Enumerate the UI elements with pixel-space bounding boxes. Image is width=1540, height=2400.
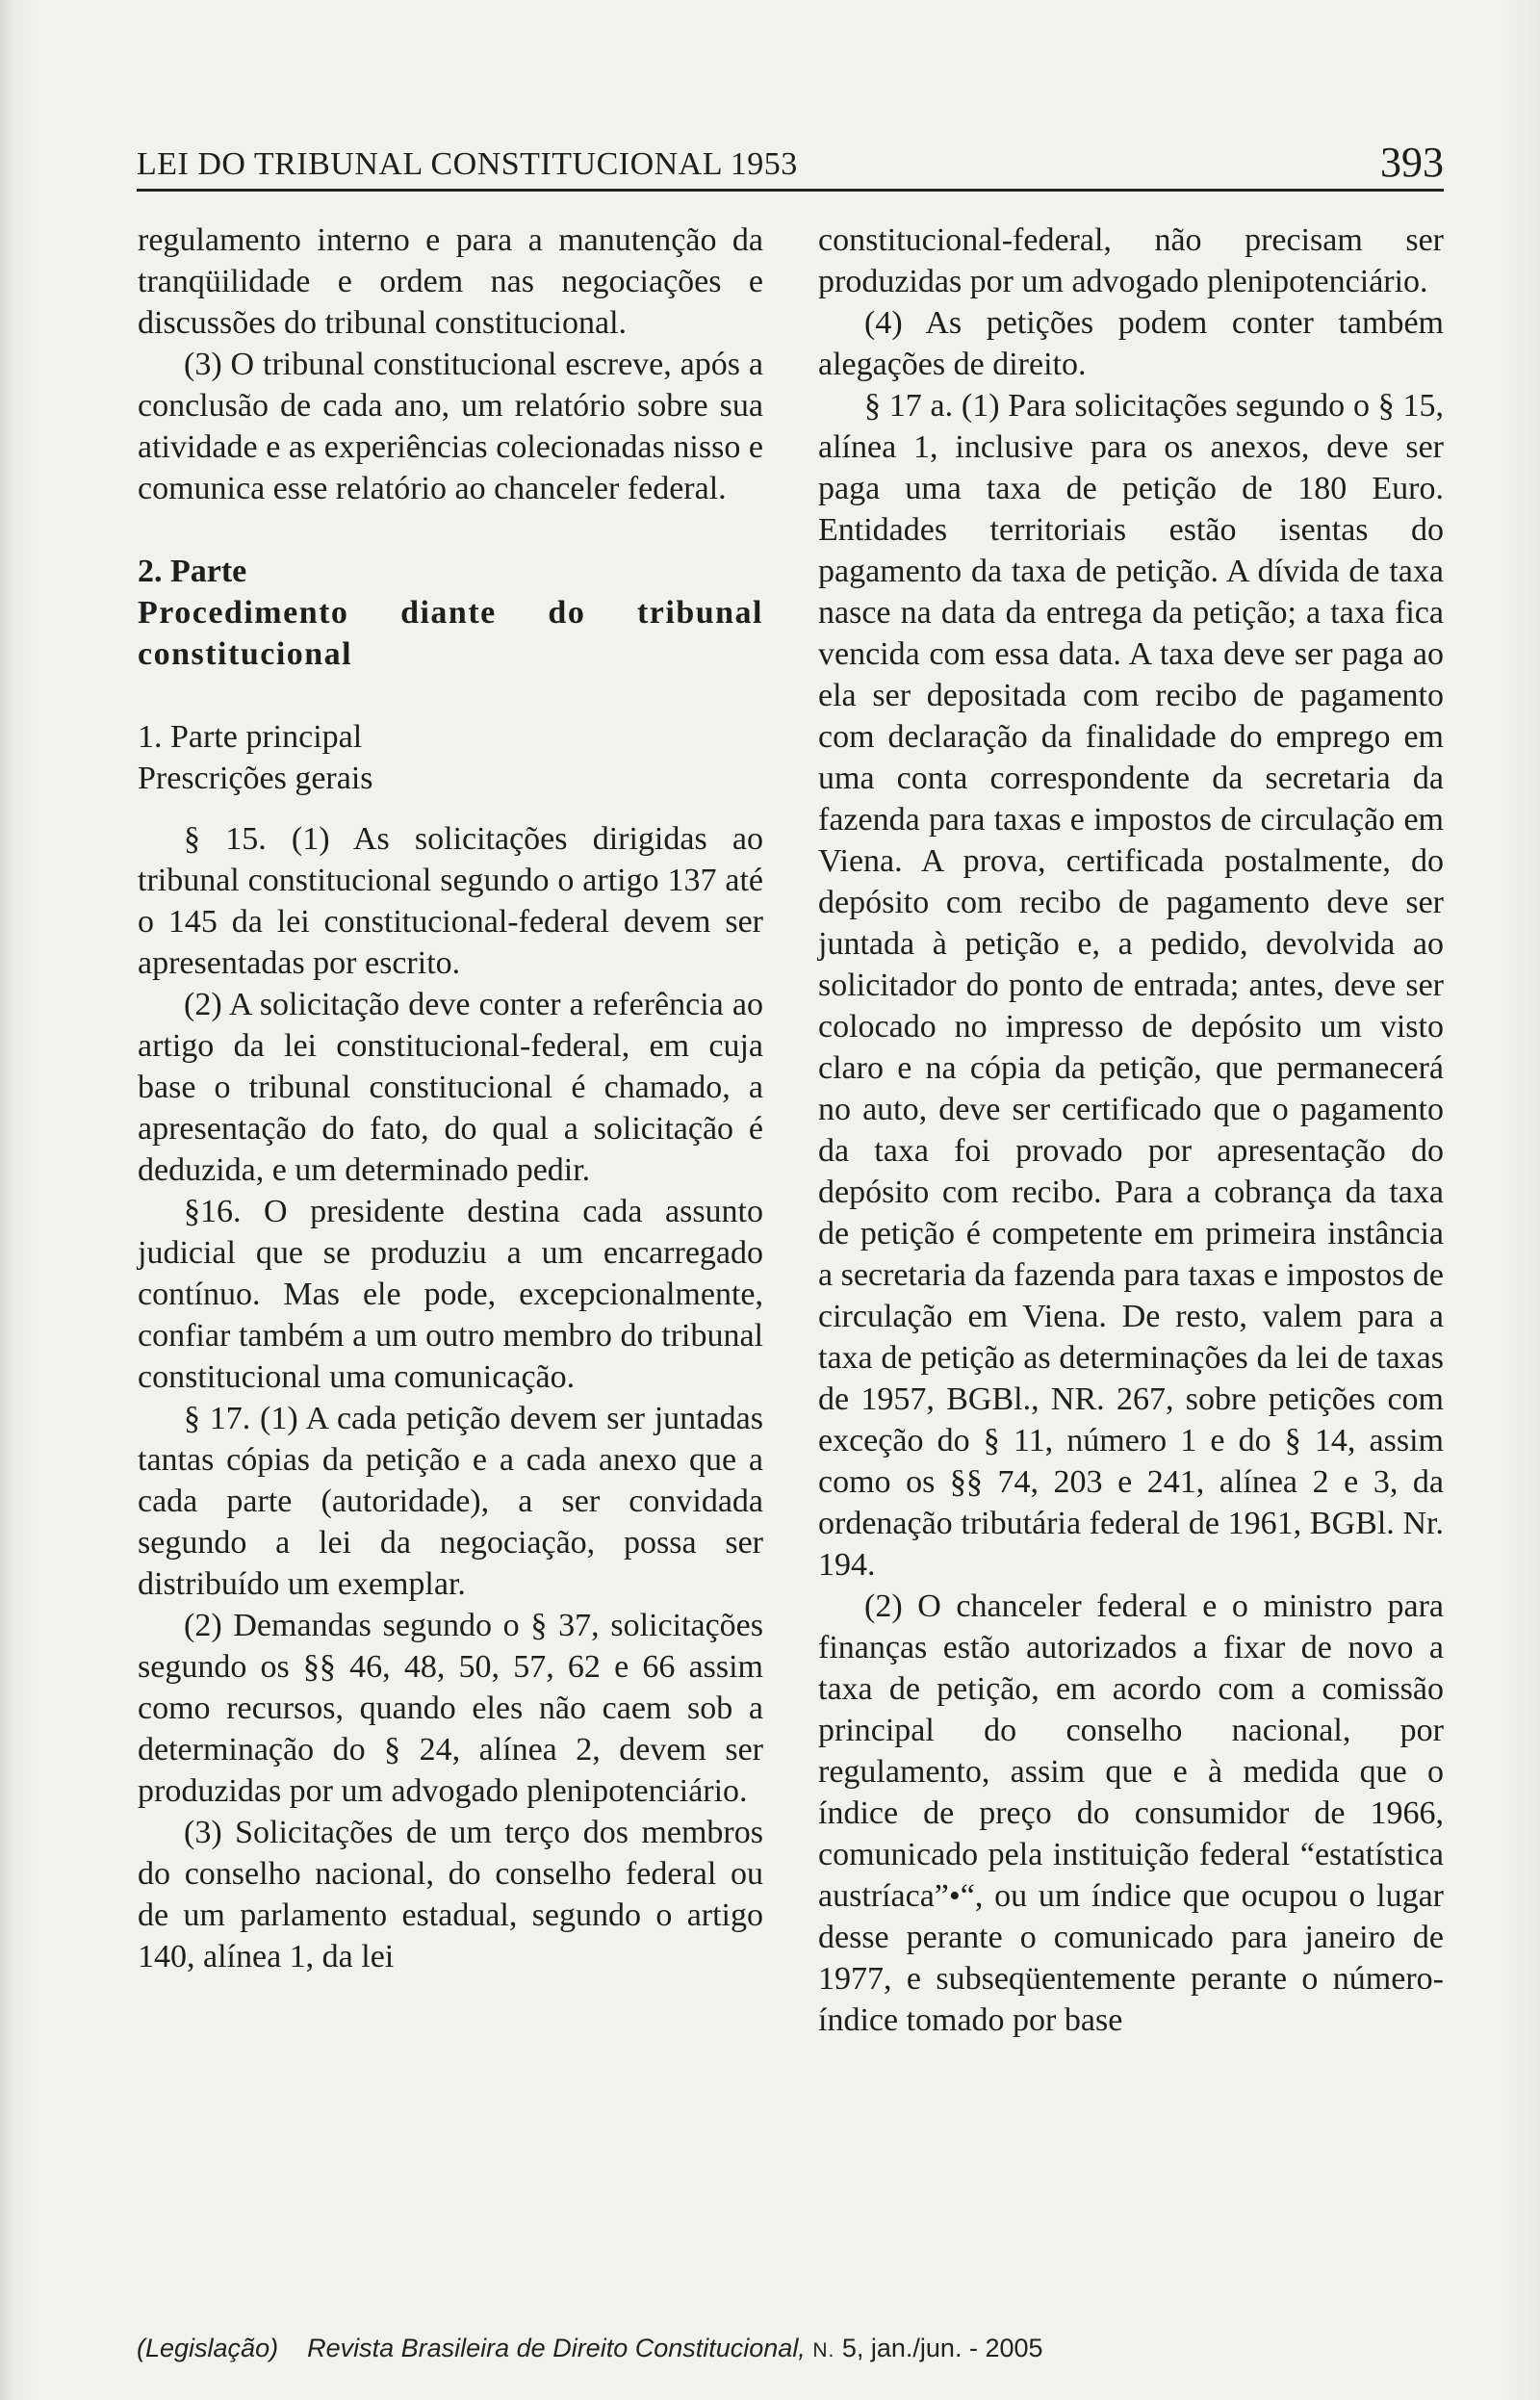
part-title: Procedimento diante do tribunal constitucional xyxy=(138,595,763,672)
paragraph: (3) O tribunal constitucional escreve, após a conclusão de cada ano, um relatório sobre sua atividade e as experiências colecionadas nisso e comunica esse relatório ao chanceler federal. xyxy=(138,347,763,506)
right-column xyxy=(818,219,1444,2041)
paragraph: (2) Demandas segundo o § 37, solicitações segundo os §§ 46, 48, 50, 57, 62 e 66 assim como recursos, quando eles não caem sob a determinação do § 24, alínea 2, devem ser produzidas por um advogado plenipotenciário. xyxy=(138,1608,763,1809)
footer-number-label: N. xyxy=(812,2339,835,2361)
paragraph: regulamento interno e para a manutenção da tranqüilidade e ordem nas negociações e discussões do tribunal constitucional. xyxy=(138,222,763,341)
paragraph: (2) A solicitação deve conter a referência ao artigo da lei constitucional-federal, em cuja base o tribunal constitucional é chamado, a apresentação do fato, do qual a solicitação é deduzida, e um determinado pedir. xyxy=(138,987,763,1188)
header-title: LEI DO TRIBUNAL CONSTITUCIONAL 1953 xyxy=(137,146,798,182)
page-footer xyxy=(137,2334,1444,2363)
paragraph: (2) O chanceler federal e o ministro para finanças estão autorizados a fixar de novo a taxa de petição, em acordo com a comissão principal do conselho nacional, por regulamento, assim que e à medida que o índice de preço do consumidor de 1966, comunicado pela instituição federal “estatística austríaca”•“, ou um índice que ocupou o lugar desse perante o comunicado para janeiro de 1977, e subseqüentemente perante o número-índice tomado por base xyxy=(818,1588,1444,2038)
running-header xyxy=(137,135,1444,192)
part-heading: 2. Parte xyxy=(138,554,247,589)
subpart-heading: 1. Parte principal xyxy=(138,719,363,755)
paragraph: (4) As petições podem conter também alegações de direito. xyxy=(818,305,1444,382)
subpart-title: Prescrições gerais xyxy=(138,761,373,796)
paragraph: § 17. (1) A cada petição devem ser juntadas tantas cópias da petição e a cada anexo que a cada parte (autoridade), a ser convidada segundo a lei da negociação, possa ser distribuído um exemplar. xyxy=(138,1401,763,1602)
paragraph: (3) Solicitações de um terço dos membros do conselho nacional, do conselho federal ou de um parlamento estadual, segundo o artigo 140, alínea 1, da lei xyxy=(138,1815,763,1974)
footer-section: (Legislação) xyxy=(137,2334,279,2362)
footer-issue: 5, jan./jun. - 2005 xyxy=(841,2334,1043,2362)
footer-journal: Revista Brasileira de Direito Constitucional, xyxy=(307,2334,806,2362)
paragraph: § 15. (1) As solicitações dirigidas ao tribunal constitucional segundo o artigo 137 até o 145 da lei constitucional-federal devem ser apresentadas por escrito. xyxy=(138,821,763,981)
paragraph: §16. O presidente destina cada assunto judicial que se produziu a um encarregado contínuo. Mas ele pode, excepcionalmente, confiar também a um outro membro do tribunal constitucional uma comunicação. xyxy=(138,1194,763,1395)
paragraph: § 17 a. (1) Para solicitações segundo o § 15, alínea 1, inclusive para os anexos, deve ser paga uma taxa de petição de 180 Euro. Entidades territoriais estão isentas do pagamento da taxa de petição. A dívida de taxa nasce na data da entrega da petição; a taxa fica vencida com essa data. A taxa deve ser paga ao ela ser depositada com recibo de pagamento com declaração da finalidade do emprego em uma conta correspondente da secretaria da fazenda para taxas e impostos de circulação em Viena. A prova, certificada postalmente, do depósito com recibo de pagamento deve ser juntada à petição e, a pedido, devolvida ao solicitador do ponto de entrada; antes, deve ser colocado no impresso de depósito um visto claro e na cópia da petição, que permanecerá no auto, deve ser certificado que o pagamento da taxa foi provado por apresentação do depósito com recibo. Para a cobrança da taxa de petição é competente em primeira instância a secretaria da fazenda para taxas e impostos de circulação em Viena. De resto, valem para a taxa de petição as determinações da lei de taxas de 1957, BGBl., NR. 267, sobre petições com exceção do § 11, número 1 e do § 14, assim como os §§ 74, 203 e 241, alínea 2 e 3, da ordenação tributária federal de 1961, BGBl. Nr. 194. xyxy=(818,388,1444,1583)
page-number: 393 xyxy=(1380,139,1444,186)
paragraph: constitucional-federal, não precisam ser produzidas por um advogado plenipotenciário. xyxy=(818,222,1444,299)
left-column xyxy=(138,219,763,1977)
